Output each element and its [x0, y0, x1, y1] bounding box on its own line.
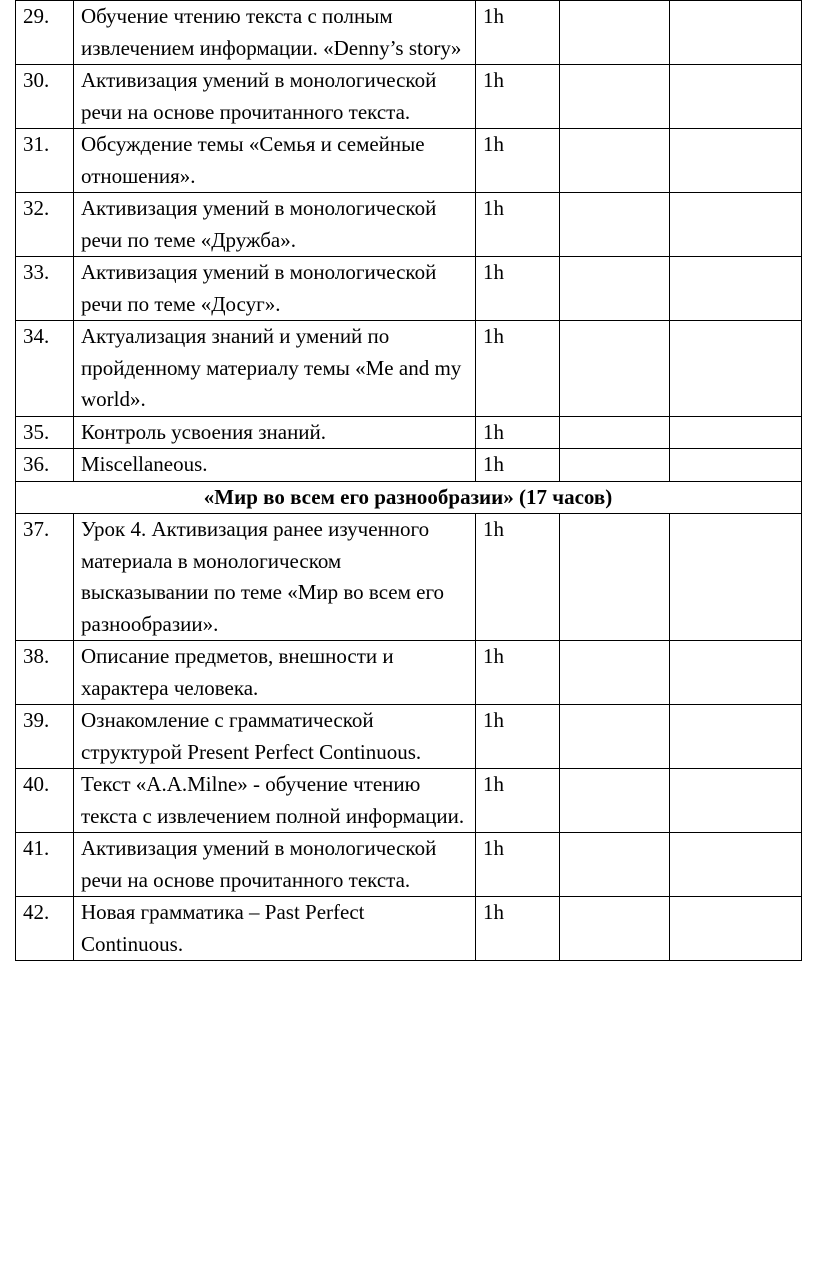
lesson-topic: Miscellaneous.: [74, 449, 476, 482]
section-title: «Мир во всем его разнообразии» (17 часов): [16, 481, 802, 514]
lesson-topic: Активизация умений в монологической речи по теме «Дружба».: [74, 193, 476, 257]
lesson-hours: 1h: [476, 705, 560, 769]
lesson-row: [16, 416, 802, 449]
lesson-date-planned: [560, 321, 670, 417]
lesson-hours: 1h: [476, 449, 560, 482]
lesson-date-actual: [670, 449, 802, 482]
lesson-hours: 1h: [476, 129, 560, 193]
lesson-date-actual: [670, 705, 802, 769]
lesson-topic: Активизация умений в монологической речи на основе прочитанного текста.: [74, 65, 476, 129]
lesson-topic: Описание предметов, внешности и характера человека.: [74, 641, 476, 705]
lesson-date-actual: [670, 193, 802, 257]
lesson-hours: 1h: [476, 1, 560, 65]
lesson-row: [16, 641, 802, 705]
lesson-topic: Обучение чтению текста с полным извлечением информации. «Denny’s story»: [74, 1, 476, 65]
lesson-hours: 1h: [476, 257, 560, 321]
lesson-row: [16, 769, 802, 833]
lesson-row: [16, 705, 802, 769]
lesson-topic: Контроль усвоения знаний.: [74, 416, 476, 449]
lesson-date-actual: [670, 514, 802, 641]
lesson-number: 33.: [16, 257, 74, 321]
lesson-date-planned: [560, 1, 670, 65]
lesson-date-actual: [670, 897, 802, 961]
lesson-number: 32.: [16, 193, 74, 257]
lesson-number: 41.: [16, 833, 74, 897]
lesson-topic: Новая грамматика – Past Perfect Continuous.: [74, 897, 476, 961]
lesson-number: 36.: [16, 449, 74, 482]
lesson-topic: Обсуждение темы «Семья и семейные отношения».: [74, 129, 476, 193]
lesson-row: [16, 193, 802, 257]
lesson-number: 37.: [16, 514, 74, 641]
lesson-date-planned: [560, 769, 670, 833]
lesson-row: [16, 833, 802, 897]
lesson-topic: Текст «A.A.Milne» - обучение чтению текста с извлечением полной информации.: [74, 769, 476, 833]
lesson-hours: 1h: [476, 416, 560, 449]
lesson-row: [16, 514, 802, 641]
lesson-date-planned: [560, 833, 670, 897]
lesson-number: 40.: [16, 769, 74, 833]
lesson-hours: 1h: [476, 193, 560, 257]
lesson-number: 42.: [16, 897, 74, 961]
lesson-date-actual: [670, 769, 802, 833]
lesson-hours: 1h: [476, 641, 560, 705]
lesson-hours: 1h: [476, 769, 560, 833]
lesson-topic: Актуализация знаний и умений по пройденному материалу темы «Me and my world».: [74, 321, 476, 417]
section-row: [16, 481, 802, 514]
lesson-number: 31.: [16, 129, 74, 193]
lesson-hours: 1h: [476, 897, 560, 961]
lesson-date-planned: [560, 257, 670, 321]
lesson-topic: Ознакомление с грамматической структурой Present Perfect Continuous.: [74, 705, 476, 769]
lesson-row: [16, 129, 802, 193]
lesson-date-actual: [670, 321, 802, 417]
lesson-number: 38.: [16, 641, 74, 705]
lesson-date-actual: [670, 257, 802, 321]
lesson-row: [16, 1, 802, 65]
lesson-plan-body: [16, 1, 802, 961]
lesson-date-actual: [670, 65, 802, 129]
lesson-topic: Активизация умений в монологической речи по теме «Досуг».: [74, 257, 476, 321]
lesson-topic: Активизация умений в монологической речи на основе прочитанного текста.: [74, 833, 476, 897]
lesson-date-planned: [560, 514, 670, 641]
lesson-row: [16, 65, 802, 129]
lesson-date-planned: [560, 449, 670, 482]
lesson-date-actual: [670, 129, 802, 193]
lesson-date-planned: [560, 129, 670, 193]
lesson-plan-table: [15, 0, 802, 961]
lesson-date-planned: [560, 897, 670, 961]
lesson-number: 39.: [16, 705, 74, 769]
lesson-number: 35.: [16, 416, 74, 449]
lesson-row: [16, 321, 802, 417]
lesson-hours: 1h: [476, 833, 560, 897]
lesson-date-planned: [560, 416, 670, 449]
lesson-row: [16, 449, 802, 482]
lesson-row: [16, 897, 802, 961]
lesson-number: 34.: [16, 321, 74, 417]
lesson-hours: 1h: [476, 514, 560, 641]
lesson-date-planned: [560, 705, 670, 769]
lesson-topic: Урок 4. Активизация ранее изученного материала в монологическом высказывании по теме «Мир во всем его разнообразии».: [74, 514, 476, 641]
lesson-date-planned: [560, 641, 670, 705]
lesson-number: 29.: [16, 1, 74, 65]
lesson-date-planned: [560, 65, 670, 129]
lesson-date-actual: [670, 641, 802, 705]
lesson-hours: 1h: [476, 65, 560, 129]
lesson-number: 30.: [16, 65, 74, 129]
lesson-hours: 1h: [476, 321, 560, 417]
lesson-date-planned: [560, 193, 670, 257]
lesson-date-actual: [670, 1, 802, 65]
lesson-date-actual: [670, 416, 802, 449]
lesson-date-actual: [670, 833, 802, 897]
lesson-row: [16, 257, 802, 321]
